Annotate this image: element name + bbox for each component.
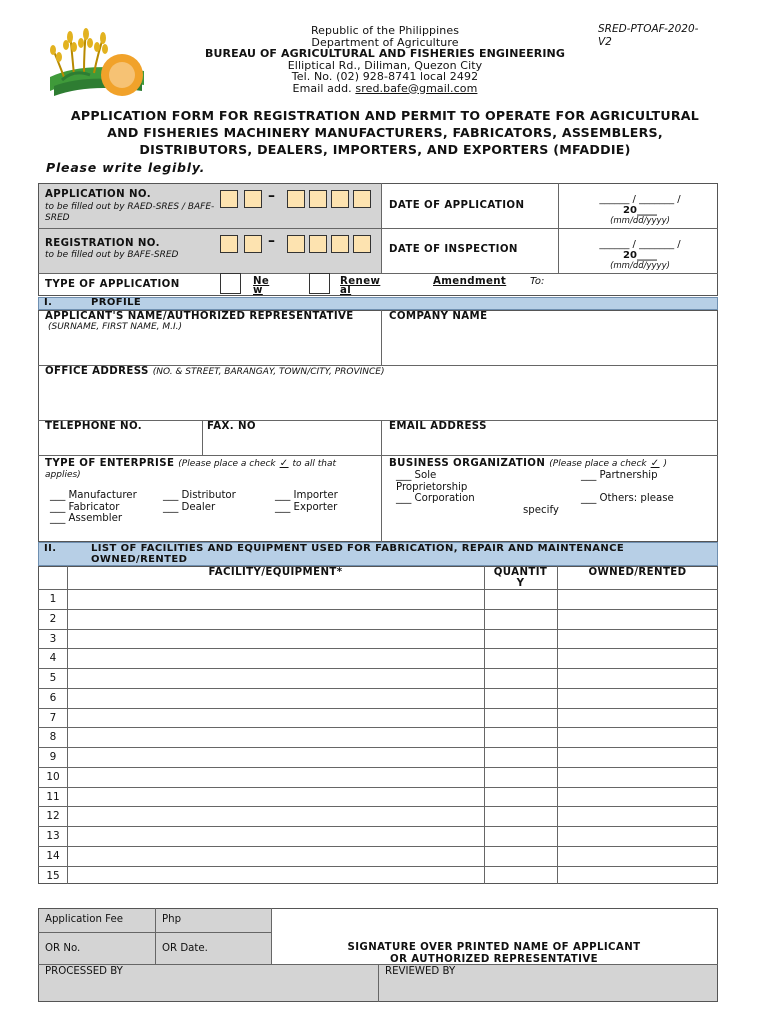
table-row-quantity-cell[interactable] (485, 669, 557, 688)
or-no-label: OR No. (45, 943, 81, 954)
business-org-check-icon: ✓ (650, 458, 660, 469)
business-org-note-2: ) (663, 459, 667, 469)
table-row-owned-cell[interactable] (558, 728, 717, 747)
table-row-facility-cell[interactable] (68, 649, 484, 668)
table-row-owned-cell[interactable] (558, 590, 717, 609)
option-assembler[interactable]: ___ Assembler (50, 513, 123, 524)
app-digit-5[interactable] (331, 190, 349, 208)
table-row-facility-cell[interactable] (68, 847, 484, 866)
office-address-label-text: OFFICE ADDRESS (45, 366, 149, 377)
table-row-number: 12 (46, 810, 60, 823)
option-partnership[interactable]: ___ Partnership (581, 470, 658, 481)
reg-digit-1[interactable] (220, 235, 238, 253)
php-label: Php (162, 914, 182, 925)
renewal-label-part1: Renew (340, 276, 381, 287)
table-row-quantity-cell[interactable] (485, 590, 557, 609)
table-row-number: 8 (49, 731, 57, 744)
enterprise-label-text: TYPE OF ENTERPRISE (45, 458, 175, 469)
section1-number: I. (44, 297, 53, 308)
table-row-facility-cell[interactable] (68, 807, 484, 826)
reg-digit-3[interactable] (287, 235, 305, 253)
section2-number: II. (44, 543, 57, 554)
option-proprietorship-text: Proprietorship (396, 481, 468, 493)
date-inspection-line2: 20____ (623, 250, 657, 261)
reg-dash: – (268, 233, 275, 249)
option-others-specify: specify (523, 505, 559, 516)
reg-digit-4[interactable] (309, 235, 327, 253)
enterprise-note-1: (Please place a check (178, 459, 276, 469)
table-row-number: 10 (46, 770, 60, 783)
col-facility-header: FACILITY/EQUIPMENT* (208, 567, 343, 578)
date-inspection-line1: ______ / _______ / (599, 239, 681, 250)
reg-digit-6[interactable] (353, 235, 371, 253)
table-row-number: 14 (46, 849, 60, 862)
application-no-note: to be filled out by RAED-SRES / BAFE-SRED (45, 202, 215, 223)
option-fabricator[interactable]: ___ Fabricator (50, 501, 120, 513)
table-row-quantity-cell[interactable] (485, 649, 557, 668)
business-org-label-text: BUSINESS ORGANIZATION (389, 458, 546, 469)
date-application-line1: ______ / _______ / (599, 194, 681, 205)
col-owned-header: OWNED/RENTED (588, 567, 687, 578)
option-importer[interactable]: ___ Importer (275, 490, 338, 501)
tel-text: Tel. No. (02) 928-8741 local 2492 (291, 70, 479, 83)
table-row-number: 1 (49, 593, 57, 605)
applicant-name-label: APPLICANT'S NAME/AUTHORIZED REPRESENTATIVE (45, 311, 354, 322)
table-row-owned-cell[interactable] (558, 748, 717, 767)
table-row-quantity-cell[interactable] (485, 630, 557, 649)
table-row-owned-cell[interactable] (558, 689, 717, 708)
table-row-number: 5 (49, 672, 57, 684)
form-title-line3: DISTRIBUTORS, DEALERS, IMPORTERS, AND EXPORTERS (MFADDIE) (139, 142, 631, 157)
new-label (253, 277, 269, 295)
email-address-label: EMAIL ADDRESS (389, 421, 487, 432)
enterprise-note-2: to all that (292, 459, 337, 469)
table-row-owned-cell[interactable] (558, 768, 717, 787)
form-title-line1: APPLICATION FORM FOR REGISTRATION AND PERMIT TO OPERATE FOR AGRICULTURAL (70, 108, 700, 123)
option-distributor[interactable]: ___ Distributor (163, 490, 236, 501)
date-inspection-label: DATE OF INSPECTION (389, 244, 518, 255)
new-checkbox[interactable] (220, 273, 241, 294)
table-row-facility-cell[interactable] (68, 788, 484, 807)
registration-no-note: to be filled out by BAFE-SRED (45, 250, 179, 260)
table-row-facility-cell[interactable] (68, 867, 484, 886)
option-corporation[interactable]: ___ Corporation (396, 493, 475, 504)
table-row-number: 4 (49, 652, 57, 665)
col-quantity-header-part2: Y (516, 578, 525, 589)
signature-label (271, 942, 717, 965)
processed-by-label: PROCESSED BY (45, 966, 123, 977)
section2-title (91, 543, 624, 565)
table-row-owned-cell[interactable] (558, 610, 717, 629)
reg-digit-2[interactable] (244, 235, 262, 253)
type-of-application-label: TYPE OF APPLICATION (45, 279, 180, 290)
business-org-note-1: (Please place a check (549, 459, 647, 469)
table-row-quantity-cell[interactable] (485, 689, 557, 708)
table-row-quantity-cell[interactable] (485, 807, 557, 826)
application-no-label: APPLICATION NO. (45, 189, 151, 200)
enterprise-note-3: applies) (45, 470, 81, 480)
table-row-quantity-cell[interactable] (485, 709, 557, 728)
col-quantity-header (484, 567, 557, 589)
instruction-text: Please write legibly. (46, 160, 206, 175)
renewal-checkbox[interactable] (309, 273, 330, 294)
office-address-input[interactable] (40, 380, 716, 418)
app-dash: – (268, 188, 275, 204)
table-row-number: 3 (49, 632, 57, 645)
table-row-owned-cell[interactable] (558, 788, 717, 807)
table-row-owned-cell[interactable] (558, 649, 717, 668)
date-application-format: (mm/dd/yyyy) (610, 216, 670, 226)
option-manufacturer[interactable]: ___ Manufacturer (50, 490, 137, 501)
address-text: Elliptical Rd., Diliman, Quezon City (287, 58, 483, 72)
option-dealer[interactable]: ___ Dealer (163, 501, 216, 513)
table-row-number: 13 (46, 830, 60, 842)
table-row-owned-cell[interactable] (558, 807, 717, 826)
table-row-quantity-cell[interactable] (485, 728, 557, 747)
table-row-number: 6 (49, 691, 57, 704)
amendment-label: Amendment (433, 276, 507, 287)
registration-no-label: REGISTRATION NO. (45, 238, 160, 249)
table-row-quantity-cell[interactable] (485, 788, 557, 807)
table-row-facility-cell[interactable] (68, 748, 484, 767)
table-row-quantity-cell[interactable] (485, 748, 557, 767)
republic-text: Republic of the Philippines (310, 24, 460, 37)
table-row-owned-cell[interactable] (558, 709, 717, 728)
date-application-line2: 20____ (623, 205, 657, 216)
form-code: SRED-PTOAF-2020-V2 (598, 23, 699, 48)
option-exporter[interactable]: ___ Exporter (275, 501, 338, 513)
table-row-quantity-cell[interactable] (485, 768, 557, 787)
option-others[interactable]: ___ Others: please (581, 493, 674, 504)
app-digit-3[interactable] (287, 190, 305, 208)
fax-label: FAX. NO (207, 421, 256, 432)
applicant-name-note: (SURNAME, FIRST NAME, M.I.) (48, 322, 182, 332)
table-row-number: 7 (49, 711, 57, 724)
table-row-facility-cell[interactable] (68, 590, 484, 609)
applicant-name-input[interactable] (40, 334, 378, 363)
table-row-number: 9 (49, 751, 57, 763)
table-row-owned-cell[interactable] (558, 630, 717, 649)
email-link[interactable]: sred.bafe@gmail.com (355, 81, 478, 95)
date-application-field[interactable] (565, 194, 715, 227)
new-label-part1: Ne (253, 276, 270, 287)
reviewed-by-label: REVIEWED BY (385, 966, 456, 977)
telephone-label: TELEPHONE NO. (45, 421, 143, 432)
table-row-facility-cell[interactable] (68, 827, 484, 846)
company-name-input[interactable] (384, 324, 714, 363)
office-address-label (45, 366, 384, 377)
table-row-facility-cell[interactable] (68, 728, 484, 747)
enterprise-check-icon: ✓ (279, 458, 289, 469)
new-label-part2: w (253, 285, 263, 296)
bureau-text: BUREAU OF AGRICULTURAL AND FISHERIES ENGINEERING (205, 47, 565, 60)
renewal-label-part2: al (340, 285, 352, 296)
table-row-quantity-cell[interactable] (485, 610, 557, 629)
table-row-facility-cell[interactable] (68, 709, 484, 728)
enterprise-label (45, 458, 375, 470)
table-row-quantity-cell[interactable] (485, 847, 557, 866)
reg-digit-5[interactable] (331, 235, 349, 253)
app-digit-4[interactable] (309, 190, 327, 208)
table-row-facility-cell[interactable] (68, 610, 484, 629)
date-inspection-field[interactable] (565, 239, 715, 272)
business-org-label (389, 458, 719, 469)
table-row-facility-cell[interactable] (68, 768, 484, 787)
table-row-number: 2 (49, 612, 57, 625)
bafe-logo (44, 25, 148, 100)
amendment-to-label: To: (530, 276, 545, 287)
table-row-number: 15 (46, 869, 60, 882)
table-row-quantity-cell[interactable] (485, 827, 557, 846)
section2-title-line2: OWNED/RENTED (91, 554, 188, 565)
table-row-quantity-cell[interactable] (485, 867, 557, 886)
department-text: Department of Agriculture (311, 35, 459, 49)
signature-label-line2: OR AUTHORIZED REPRESENTATIVE (390, 953, 598, 965)
option-sole[interactable]: ___ Sole (396, 470, 437, 481)
or-date-label: OR Date. (162, 943, 208, 954)
app-digit-6[interactable] (353, 190, 371, 208)
section2-title-line1: LIST OF FACILITIES AND EQUIPMENT USED FOR FABRICATION, REPAIR AND MAINTENANCE (91, 543, 625, 554)
form-title-line2: AND FISHERIES MACHINERY MANUFACTURERS, FABRICATORS, ASSEMBLERS, (107, 125, 663, 140)
table-row-owned-cell[interactable] (558, 847, 717, 866)
application-fee-label: Application Fee (45, 914, 123, 925)
office-address-note: (NO. & STREET, BARANGAY, TOWN/CITY, PROVINCE) (152, 367, 385, 377)
date-application-label: DATE OF APPLICATION (389, 200, 525, 211)
date-inspection-format: (mm/dd/yyyy) (610, 261, 670, 271)
table-row-facility-cell[interactable] (68, 630, 484, 649)
signature-label-line1: SIGNATURE OVER PRINTED NAME OF APPLICANT (347, 942, 641, 953)
app-digit-2[interactable] (244, 190, 262, 208)
col-quantity-header-part1: QUANTIT (493, 567, 548, 578)
table-row-owned-cell[interactable] (558, 669, 717, 688)
renewal-label (340, 277, 380, 295)
table-row-owned-cell[interactable] (558, 827, 717, 846)
table-row-number: 11 (46, 790, 60, 803)
table-row-facility-cell[interactable] (68, 669, 484, 688)
app-digit-1[interactable] (220, 190, 238, 208)
table-row-owned-cell[interactable] (558, 867, 717, 886)
table-row-facility-cell[interactable] (68, 689, 484, 708)
email-label: Email add. (292, 81, 352, 95)
section1-title: PROFILE (91, 297, 142, 308)
company-name-label: COMPANY NAME (389, 311, 488, 322)
